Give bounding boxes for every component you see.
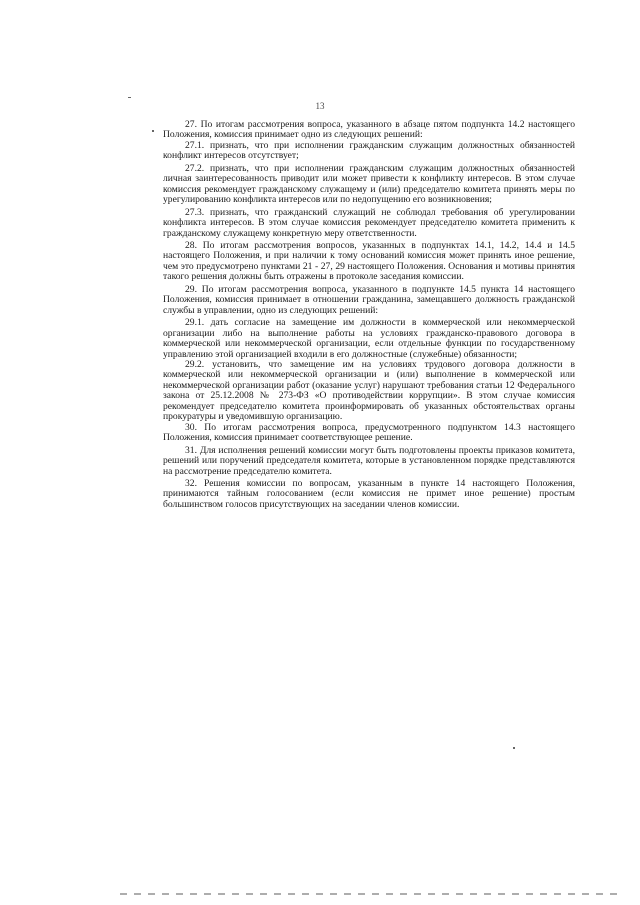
scan-edge-artifact (120, 893, 620, 895)
document-body (163, 120, 575, 510)
paragraph-27-1: 27.1. признать, что при исполнении гражданским служащим должностных обязанностей конфликт интересов отсутствует; (163, 139, 575, 162)
paragraph-28: 28. По итогам рассмотрения вопросов, указанных в подпунктах 14.1, 14.2, 14.4 и 14.5 настоящего Положения, и при наличии к тому оснований комиссия может принять иное решение, чем это предусмотрено пунктами 21 - 27, 29 настоящего Положения. Основания и мотивы принятия такого решения должны быть отражены в протоколе заседания комиссии. (163, 239, 575, 283)
paragraph-27-2: 27.2. признать, что при исполнении гражданским служащим должностных обязанностей личная заинтересованность приводит или может привести к конфликту интересов. В этом случае комиссия рекомендует гражданскому служащему и (или) председателю комитета принять меры по урегулированию конфликта интересов или по недопущению его возникновения; (163, 162, 575, 206)
paragraph-30: 30. По итогам рассмотрения вопроса, предусмотренного подпунктом 14.3 настоящего Положения, комиссия принимает соответствующее решение. (163, 421, 575, 444)
scan-mark (513, 747, 515, 749)
paragraph-31: 31. Для исполнения решений комиссии могут быть подготовлены проекты приказов комитета, решений или поручений председателя комитета, которые в установленном порядке представляются на рассмотрение председателю комитета. (163, 444, 575, 477)
paragraph-32: 32. Решения комиссии по вопросам, указанным в пункте 14 настоящего Положения, принимаются тайным голосованием (если комиссия не примет иное решение) простым большинством голосов присутствующих на заседании членов комиссии. (163, 477, 575, 510)
scan-mark (152, 130, 154, 132)
paragraph-29-2: 29.2. установить, что замещение им на условиях трудового договора должности в коммерческой или некоммерческой организации и (или) выполнение в коммерческой или некоммерческой организации работ (оказание услуг) нарушают требования статьи 12 Федерального закона от 25.12.2008 № 273-ФЗ «О противодействии коррупции». В этом случае комиссия рекомендует председателю комитета проинформировать об указанных обстоятельствах органы прокуратуры и уведомившую организацию. (163, 358, 575, 423)
page-number: 13 (315, 101, 325, 111)
paragraph-29: 29. По итогам рассмотрения вопроса, указанного в подпункте 14.5 пункта 14 настоящего Положения, комиссия принимает в отношении гражданина, замещавшего должность гражданской службы в управлении, одно из следующих решений: (163, 283, 575, 316)
paragraph-29-1: 29.1. дать согласие на замещение им должности в коммерческой или некоммерческой организации либо на выполнение работы на условиях гражданско-правового договора в коммерческой или некоммерческой организации, если отдельные функции по государственному управлению этой организацией входили в его должностные (служебные) обязанности; (163, 317, 575, 360)
scan-mark (128, 97, 131, 98)
paragraph-27-3: 27.3. признать, что гражданский служащий не соблюдал требования об урегулировании конфликта интересов. В этом случае комиссия рекомендует председателю комитета применить к гражданскому служащему конкретную меру ответственности. (163, 206, 575, 239)
paragraph-27: 27. По итогам рассмотрения вопроса, указанного в абзаце пятом подпункта 14.2 настоящего Положения, комиссия принимает одно из следующих решений: (163, 119, 575, 141)
